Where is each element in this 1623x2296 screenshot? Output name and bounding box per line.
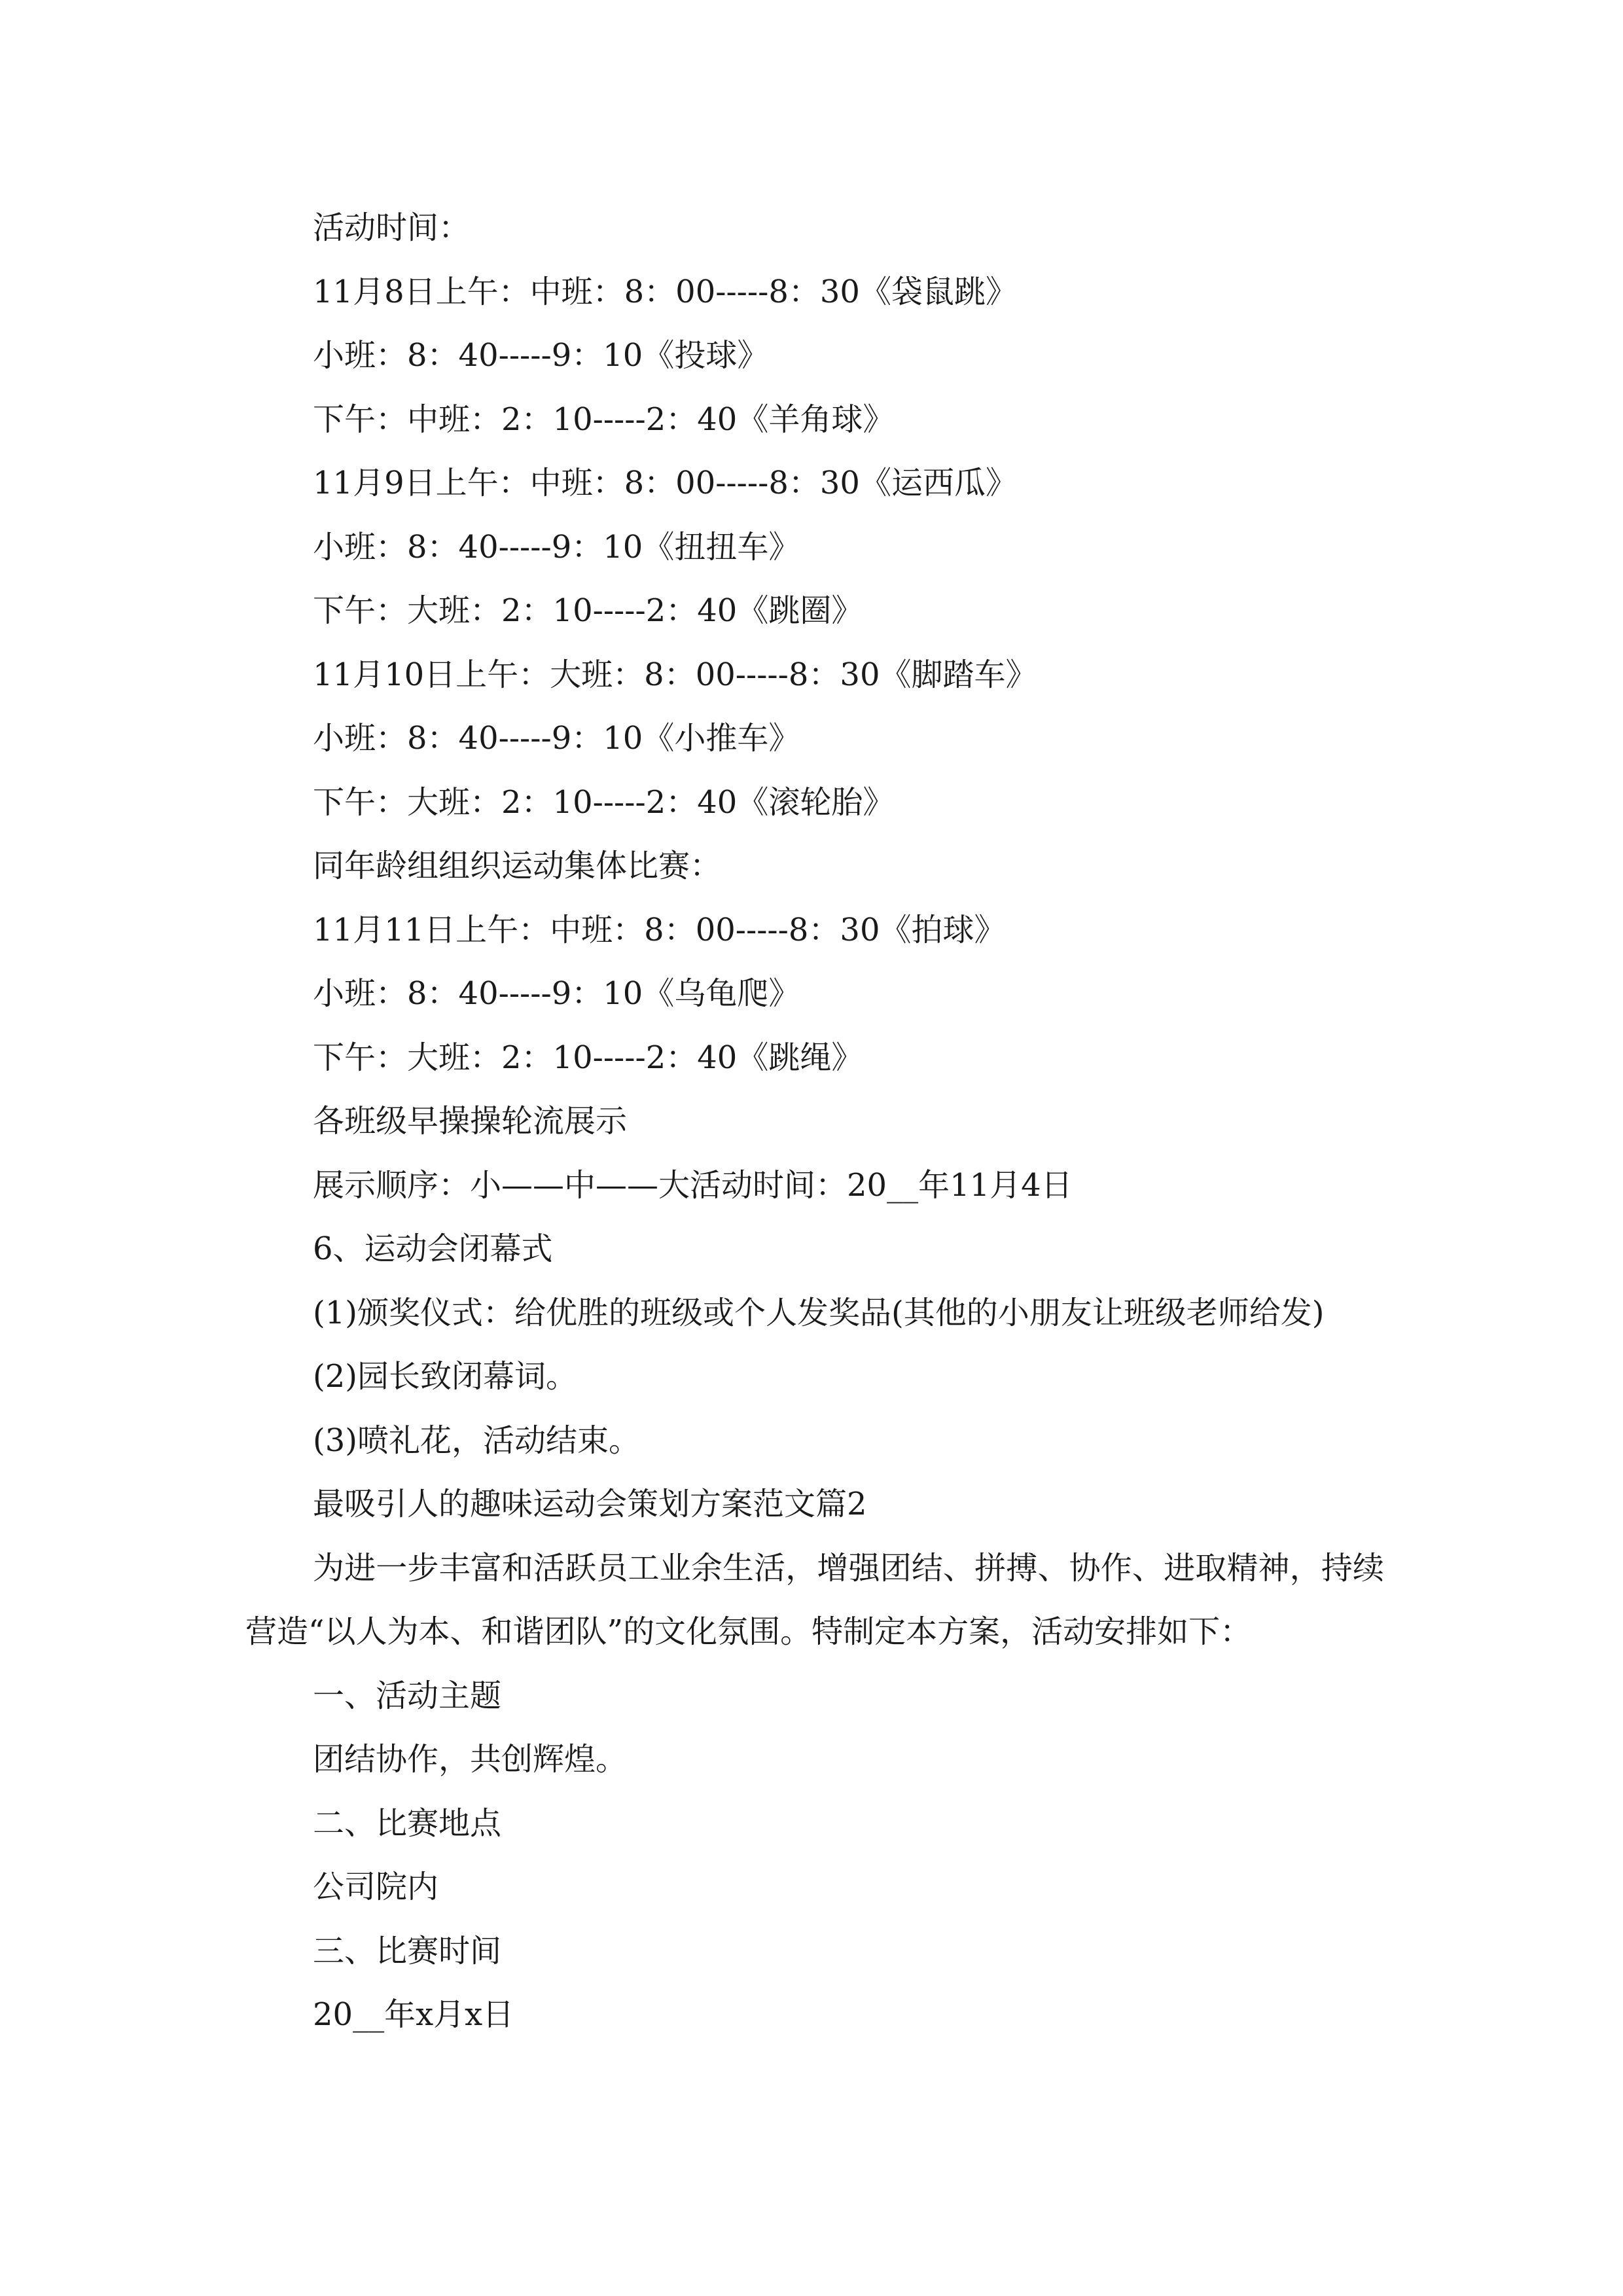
text-line: 下午：大班：2：10-----2：40《跳绳》 (313, 1039, 863, 1076)
text-line: 11月9日上午：中班：8：00-----8：30《运西瓜》 (313, 465, 1017, 501)
heading-time: 三、比赛时间 (313, 1932, 502, 1969)
text-line: 同年龄组组织运动集体比赛： (313, 848, 722, 884)
text-line: (3)喷礼花，活动结束。 (313, 1422, 640, 1459)
text-line: 小班：8：40-----9：10《投球》 (313, 337, 769, 374)
text-line: 小班：8：40-----9：10《乌龟爬》 (313, 975, 800, 1012)
text-line: 下午：大班：2：10-----2：40《跳圈》 (313, 592, 863, 629)
text-line: 11月10日上午：大班：8：00-----8：30《脚踏车》 (313, 656, 1037, 693)
intro-paragraph: 为进一步丰富和活跃员工业余生活，增强团结、拼搏、协作、进取精神，持续营造“以人为本、和谐团队”的文化氛围。特制定本方案，活动安排如下： (245, 1549, 1384, 1650)
text-line: (2)园长致闭幕词。 (313, 1358, 577, 1395)
text-line: 下午：大班：2：10-----2：40《滚轮胎》 (313, 783, 895, 821)
text-line: 20__年x月x日 (313, 1996, 514, 2033)
heading-venue: 二、比赛地点 (313, 1804, 502, 1842)
text-line: 展示顺序：小——中——大活动时间：20__年11月4日 (313, 1166, 1073, 1204)
text-line: 11月8日上午：中班：8：00-----8：30《袋鼠跳》 (313, 273, 1017, 310)
text-line: 公司院内 (313, 1869, 439, 1905)
section-title: 最吸引人的趣味运动会策划方案范文篇2 (313, 1486, 867, 1522)
text-line: 各班级早操操轮流展示 (313, 1103, 628, 1139)
text-line: 6、运动会闭幕式 (313, 1230, 553, 1267)
document-body (245, 196, 1384, 2047)
text-line: 小班：8：40-----9：10《小推车》 (313, 720, 800, 757)
text-line: (1)颁奖仪式：给优胜的班级或个人发奖品(其他的小朋友让班级老师给发) (313, 1294, 1325, 1331)
text-line: 活动时间： (313, 209, 471, 246)
text-line: 11月11日上午：中班：8：00-----8：30《拍球》 (313, 911, 1006, 948)
text-line: 小班：8：40-----9：10《扭扭车》 (313, 528, 800, 565)
text-line: 团结协作，共创辉煌。 (313, 1741, 628, 1778)
text-line: 下午：中班：2：10-----2：40《羊角球》 (313, 401, 895, 438)
heading-theme: 一、活动主题 (313, 1677, 502, 1714)
